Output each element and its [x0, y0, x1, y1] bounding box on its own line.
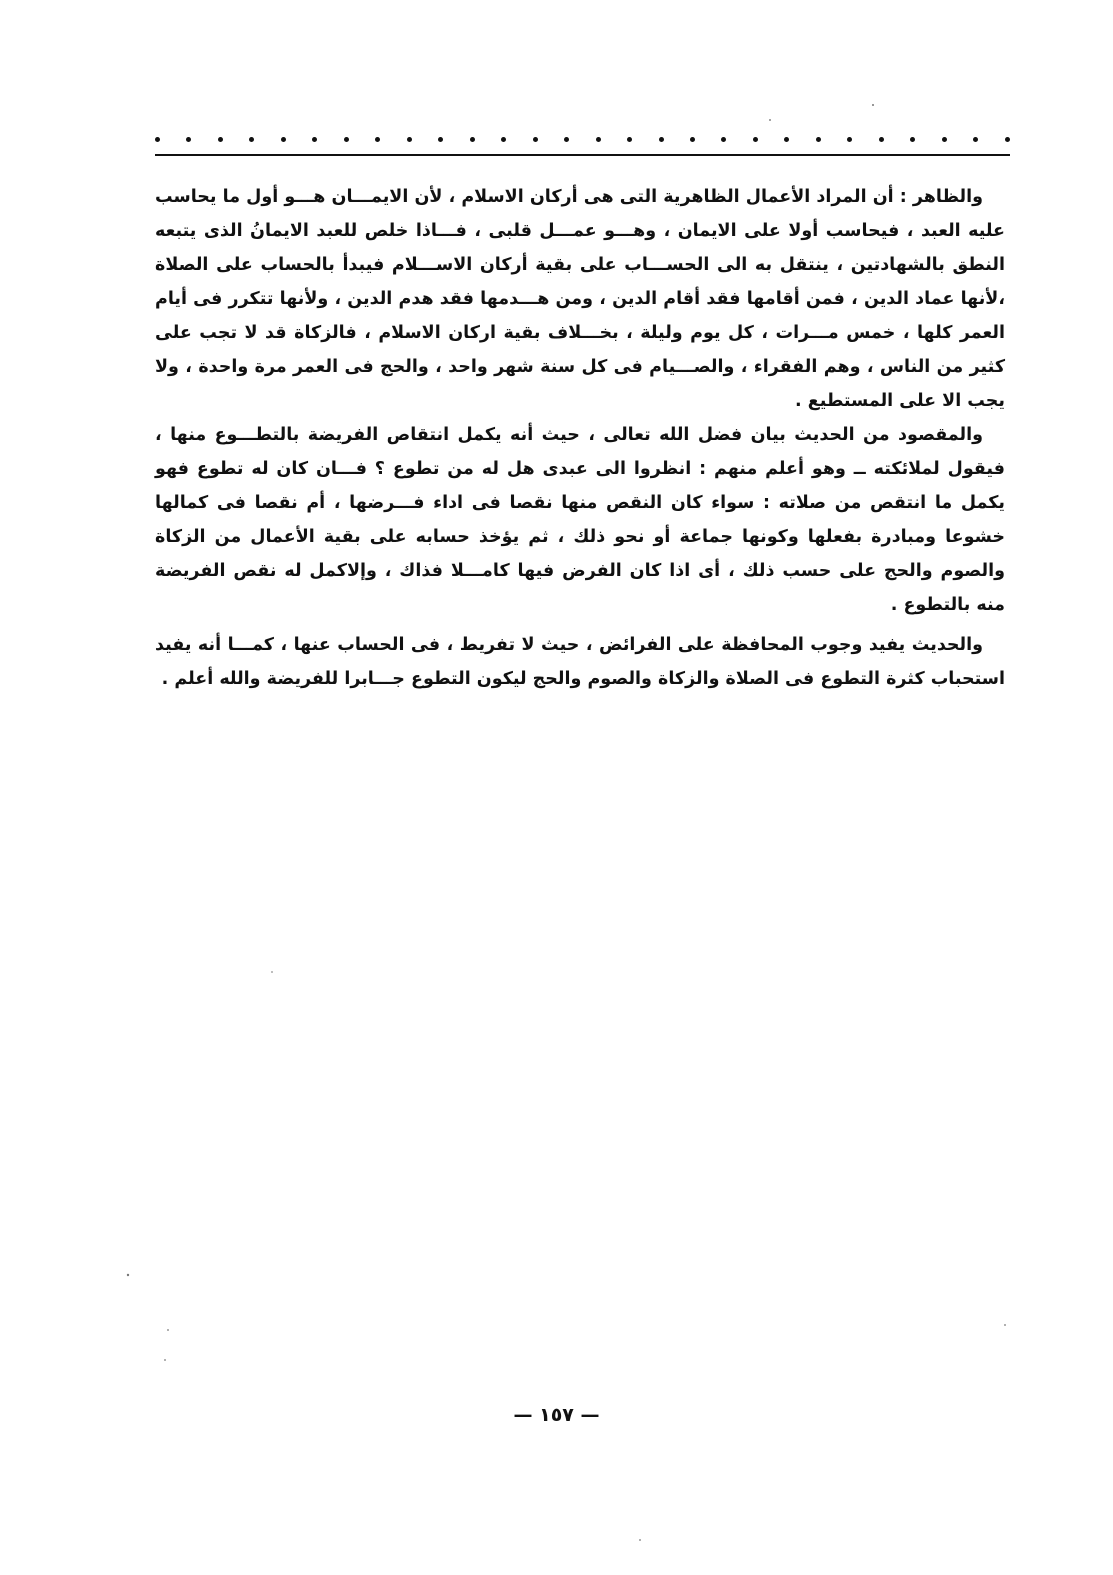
ornament-dot — [910, 137, 915, 142]
ornament-dot — [407, 137, 412, 142]
ornament-dot — [249, 137, 254, 142]
page-number: — ١٥٧ — — [513, 1404, 600, 1426]
ornament-dot — [721, 137, 726, 142]
paragraph-3: والحديث يفيد وجوب المحافظة على الفرائض ، حيث لا تفريط ، فى الحساب عنها ، كمـــا أنه يفيد استحباب كثرة التطوع فى الصلاة والزكاة والصوم والحج ليكون التطوع جـــابرا للفريضة والله أعلم . — [155, 635, 1005, 689]
ornament-dot — [155, 137, 160, 142]
ornament-dot — [218, 137, 223, 142]
ornament-dot — [470, 137, 475, 142]
ornament-dot — [1005, 137, 1010, 142]
ornament-dot — [816, 137, 821, 142]
main-text — [155, 180, 1005, 696]
ornament-dot — [879, 137, 884, 142]
ornament-dot — [344, 137, 349, 142]
ornament-dot — [312, 137, 317, 142]
paragraph-1: والظاهر : أن المراد الأعمال الظاهرية التى هى أركان الاسلام ، لأن الايمـــان هـــو أول ما يحاسب عليه العبد ، فيحاسب أولا على الايمان ، وهـــو عمـــل قلبى ، فـــاذا خلص للعبد الايمانُ الذى يتبعه النطق بالشهادتين ، ينتقل به الى الحســـاب على بقية أركان الاســـلام فيبدأ بالحساب على الصلاة ،لأنها عماد الدين ، فمن أقامها فقد أقام الدين ، ومن هـــدمها فقد هدم الدين ، ولأنها تتكرر فى أيام العمر كلها ، خمس مـــرات ، كل يوم وليلة ، بخـــلاف بقية اركان الاسلام ، فالزكاة قد لا تجب على كثير من الناس ، وهم الفقراء ، والصـــيام فى كل سنة شهر واحد ، والحج فى العمر مرة واحدة ، ولا يجب الا على المستطيع . — [155, 187, 1005, 411]
ornament-dot — [690, 137, 695, 142]
ornament-dot — [659, 137, 664, 142]
ornament-dot — [784, 137, 789, 142]
ornament-dot — [533, 137, 538, 142]
ornament-dot — [564, 137, 569, 142]
ornament-dot — [596, 137, 601, 142]
paragraph-2: والمقصود من الحديث بيان فضل الله تعالى ، حيث أنه يكمل انتقاص الفريضة بالتطـــوع منها ، فيقول لملائكته ــ وهو أعلم منهم : انظروا الى عبدى هل له من تطوع ؟ فـــان كان له تطوع فهو يكمل ما انتقص من صلاته : سواء كان النقص منها نقصا فى اداء فـــرضها ، أم نقصا فى كمالها خشوعا ومبادرة بفعلها وكونها جماعة أو نحو ذلك ، ثم يؤخذ حسابه على بقية الأعمال من الزكاة والصوم والحج على حسب ذلك ، أى اذا كان الفرض فيها كامـــلا فذاك ، وإلاكمل له نقص الفريضة منه بالتطوع . — [155, 425, 1005, 615]
ornament-dot — [186, 137, 191, 142]
ornament-dot — [627, 137, 632, 142]
ornament-dot — [501, 137, 506, 142]
ornament-dot — [438, 137, 443, 142]
header-ornament — [155, 132, 1010, 162]
header-dot-row — [155, 132, 1010, 146]
header-rule-line — [155, 154, 1010, 156]
ornament-dot — [847, 137, 852, 142]
ornament-dot — [281, 137, 286, 142]
ornament-dot — [973, 137, 978, 142]
ornament-dot — [753, 137, 758, 142]
ornament-dot — [375, 137, 380, 142]
ornament-dot — [942, 137, 947, 142]
